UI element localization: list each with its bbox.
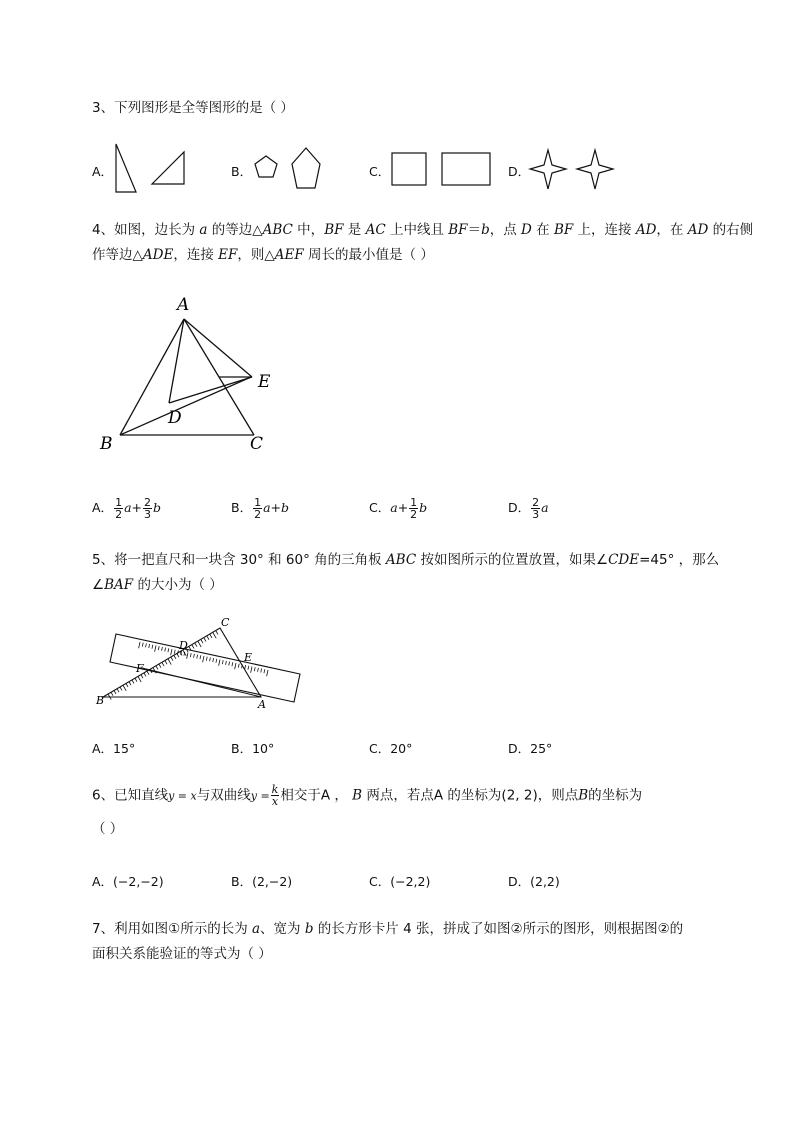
q4-option-b: B． $\frac{1}{2}$ a+b (231, 496, 290, 521)
label-d: D (168, 408, 182, 428)
triangle-tick (135, 678, 137, 681)
q4-line1: 4、如图，边长为 a 的等边△ABC 中，BF 是 AC 上中线且 BF＝b，点 D 在 BF 上，连接 AD，在 AD 的右侧 (92, 222, 754, 238)
triangle-tick (198, 642, 201, 648)
label-d: D (179, 639, 188, 652)
label-c: C (221, 616, 230, 629)
q3-text: 3、下列图形是全等图形的是（ ） (92, 100, 294, 116)
triangle-tick (117, 689, 119, 692)
q3-option-a-figure (112, 140, 192, 200)
label-a: A (258, 698, 266, 711)
q7-line2: 面积关系能验证的等式为（ ） (92, 946, 272, 962)
q5-option-b: B．10° (231, 741, 275, 756)
label-b: B (100, 434, 113, 454)
triangle-tick (201, 640, 203, 643)
q6-line1: 6、已知直线y = x与双曲线y = $\frac{k}{x}$ 相交于A ， B 两点，若点A 的坐标为(2, 2)，则点B的坐标为 (92, 783, 643, 808)
triangle-tick (207, 636, 209, 639)
q5-option-a: A．15° (92, 741, 136, 756)
triangle-tick (129, 682, 131, 685)
q3-option-c-label: C． (369, 164, 391, 179)
q7-line1: 7、利用如图①所示的长为 a、宽为 b 的长方形卡片 4 张，拼成了如图②所示的图形，则根据图②的 (92, 921, 684, 937)
q6-line2: （ ） (92, 821, 124, 837)
q3-option-d-figure (528, 148, 618, 192)
q4-option-a: A． $\frac{1}{2}$ a+ $\frac{2}{3}$ b (92, 496, 162, 521)
label-e: E (258, 372, 271, 392)
triangle-tick (123, 685, 126, 691)
q3-option-d-label: D． (508, 164, 531, 179)
right-triangle-tall-icon (116, 144, 136, 192)
q6-option-c: C．(−2,2) (369, 874, 431, 889)
label-f: F (136, 662, 144, 675)
q6-option-a: A．(−2,−2) (92, 874, 164, 889)
q3-option-c-figure (390, 150, 494, 190)
q4-figure (94, 286, 294, 458)
triangle-tick (138, 677, 141, 683)
rectangle-icon (442, 153, 490, 185)
segment-ae (184, 319, 252, 377)
label-e: E (244, 651, 253, 664)
q6-option-d: D．(2,2) (508, 874, 560, 889)
label-c: C (250, 434, 264, 454)
q4-option-c: C．a+ $\frac{1}{2}$ b (369, 496, 428, 521)
q3-option-b-figure (250, 144, 330, 194)
q5-option-d: D．25° (508, 741, 553, 756)
pentagon-large-icon (292, 148, 320, 188)
segment-de (169, 377, 252, 403)
triangle-tick (216, 631, 218, 634)
square-icon (392, 153, 426, 185)
q5-figure (86, 612, 308, 714)
triangle-tick (195, 643, 197, 646)
triangle-tick (204, 638, 206, 641)
q3-option-b-label: B． (231, 164, 253, 179)
triangle-tick (141, 675, 143, 678)
triangle-tick (126, 684, 128, 687)
four-point-star-icon-2 (577, 150, 613, 189)
q3-option-a-label: A． (92, 164, 114, 179)
triangle-tick (213, 633, 216, 639)
right-triangle-small-icon (152, 152, 184, 184)
triangle-tick (120, 687, 122, 690)
triangle-tick (114, 691, 116, 694)
triangle-tick (132, 680, 134, 683)
q4-line2: 作等边△ADE，连接 EF，则△AEF 周长的最小值是（ ） (92, 247, 434, 263)
pentagon-small-icon (255, 156, 277, 177)
triangle-tick (144, 673, 146, 676)
label-b: B (96, 694, 105, 707)
q4-option-d: D． $\frac{2}{3}$ a (508, 496, 549, 521)
q5-option-c: C．20° (369, 741, 413, 756)
triangle-tick (147, 671, 149, 674)
label-a: A (177, 295, 190, 315)
segment-bf (120, 377, 251, 435)
q6-option-b: B．(2,−2) (231, 874, 293, 889)
triangle-tick (111, 692, 113, 695)
triangle-tick (192, 645, 194, 648)
q5-line1: 5、将一把直尺和一块含 30° 和 60° 角的三角板 ABC 按如图所示的位置放置，如果∠CDE=45° ，那么 (92, 552, 720, 568)
four-point-star-icon (530, 150, 566, 189)
q5-line2: ∠BAF 的大小为（ ） (92, 577, 223, 593)
triangle-tick (210, 635, 212, 638)
